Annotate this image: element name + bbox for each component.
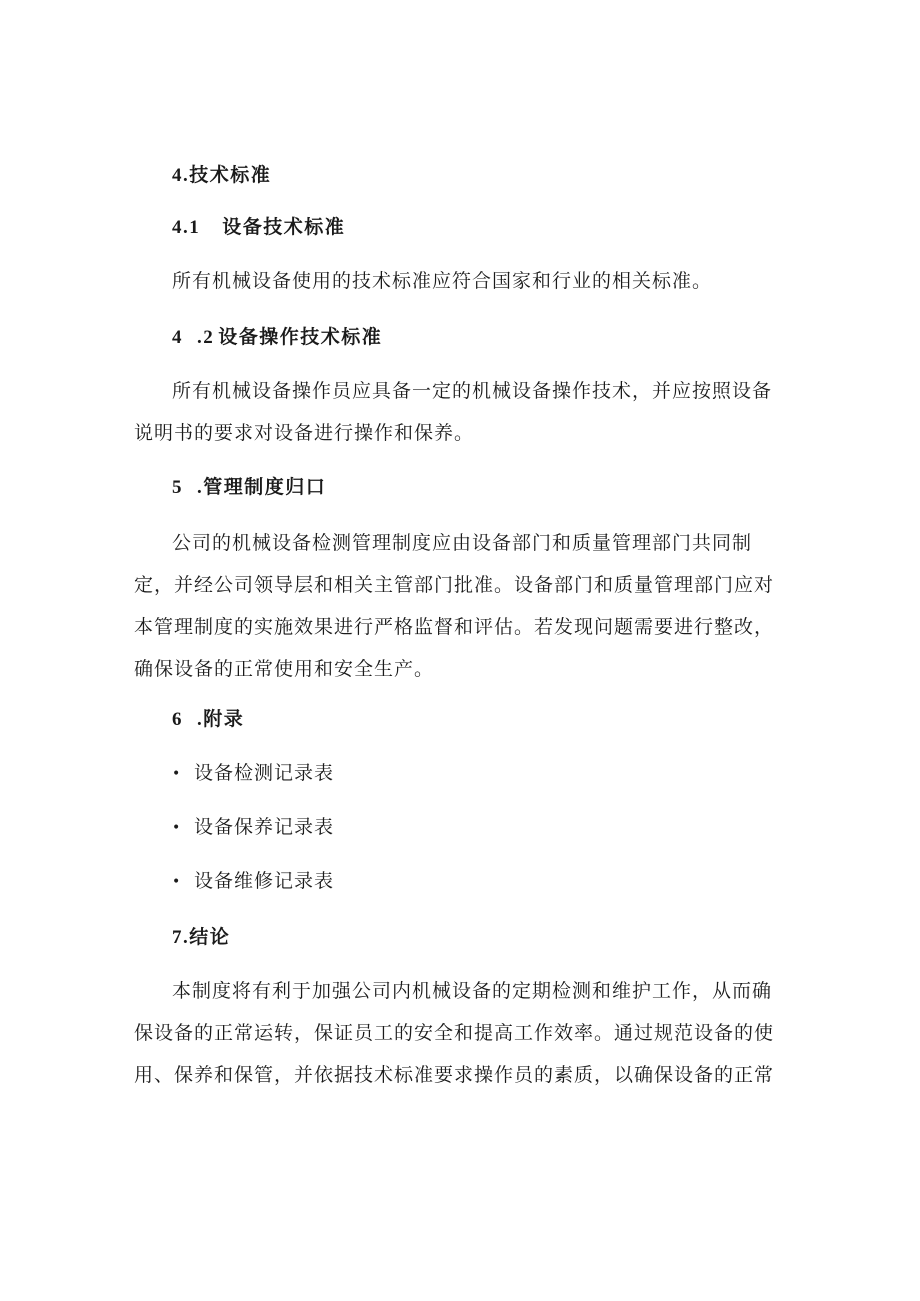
section-5-heading bbox=[172, 474, 326, 501]
section-5-body-line-3: 本管理制度的实施效果进行严格监督和评估。若发现问题需要进行整改， bbox=[134, 616, 775, 638]
section-6-heading bbox=[172, 706, 244, 733]
section-6-number-suffix: . bbox=[197, 709, 204, 730]
section-4-number: 4. bbox=[172, 165, 190, 186]
bullet-icon: • bbox=[172, 766, 181, 782]
section-5-body-line-1: 公司的机械设备检测管理制度应由设备部门和质量管理部门共同制 bbox=[172, 532, 753, 554]
section-4-title: 技术标准 bbox=[189, 164, 272, 186]
section-5-number: 5 bbox=[172, 477, 183, 498]
section-5-body-line-4: 确保设备的正常使用和安全生产。 bbox=[134, 658, 435, 680]
section-7-body-line-3: 用、保养和保管，并依据技术标准要求操作员的素质，以确保设备的正常 bbox=[134, 1064, 775, 1086]
bullet-icon: • bbox=[172, 874, 181, 890]
section-4-2-number-suffix: .2 bbox=[197, 327, 215, 348]
section-4-2-body-line-1: 所有机械设备操作员应具备一定的机械设备操作技术，并应按照设备 bbox=[172, 380, 773, 402]
section-6-number: 6 bbox=[172, 709, 183, 730]
section-4-1-title: 设备技术标准 bbox=[222, 216, 346, 238]
appendix-item-3: 设备维修记录表 bbox=[194, 870, 335, 892]
section-4-2-body-line-2: 说明书的要求对设备进行操作和保养。 bbox=[134, 422, 475, 444]
section-7-body-line-2: 保设备的正常运转，保证员工的安全和提高工作效率。通过规范设备的使 bbox=[134, 1022, 775, 1044]
section-4-2-number: 4 bbox=[172, 327, 183, 348]
appendix-item-1: 设备检测记录表 bbox=[194, 762, 335, 784]
section-4-1-number: 4.1 bbox=[172, 217, 201, 238]
section-7-number: 7. bbox=[172, 927, 190, 948]
section-7-title: 结论 bbox=[189, 926, 231, 948]
section-4-1-heading bbox=[172, 214, 345, 241]
section-6-title: 附录 bbox=[203, 708, 245, 730]
appendix-item-2: 设备保养记录表 bbox=[194, 816, 335, 838]
section-4-2-heading bbox=[172, 324, 382, 351]
section-4-2-title: 设备操作技术标准 bbox=[218, 326, 383, 348]
section-5-body-line-2: 定，并经公司领导层和相关主管部门批准。设备部门和质量管理部门应对 bbox=[134, 574, 775, 596]
bullet-icon: • bbox=[172, 820, 181, 836]
section-7-heading bbox=[172, 924, 230, 951]
section-5-title: 管理制度归口 bbox=[203, 476, 327, 498]
section-4-1-body: 所有机械设备使用的技术标准应符合国家和行业的相关标准。 bbox=[172, 270, 713, 292]
section-5-number-suffix: . bbox=[197, 477, 204, 498]
section-7-body-line-1: 本制度将有利于加强公司内机械设备的定期检测和维护工作，从而确 bbox=[172, 980, 773, 1002]
section-4-heading bbox=[172, 162, 271, 189]
